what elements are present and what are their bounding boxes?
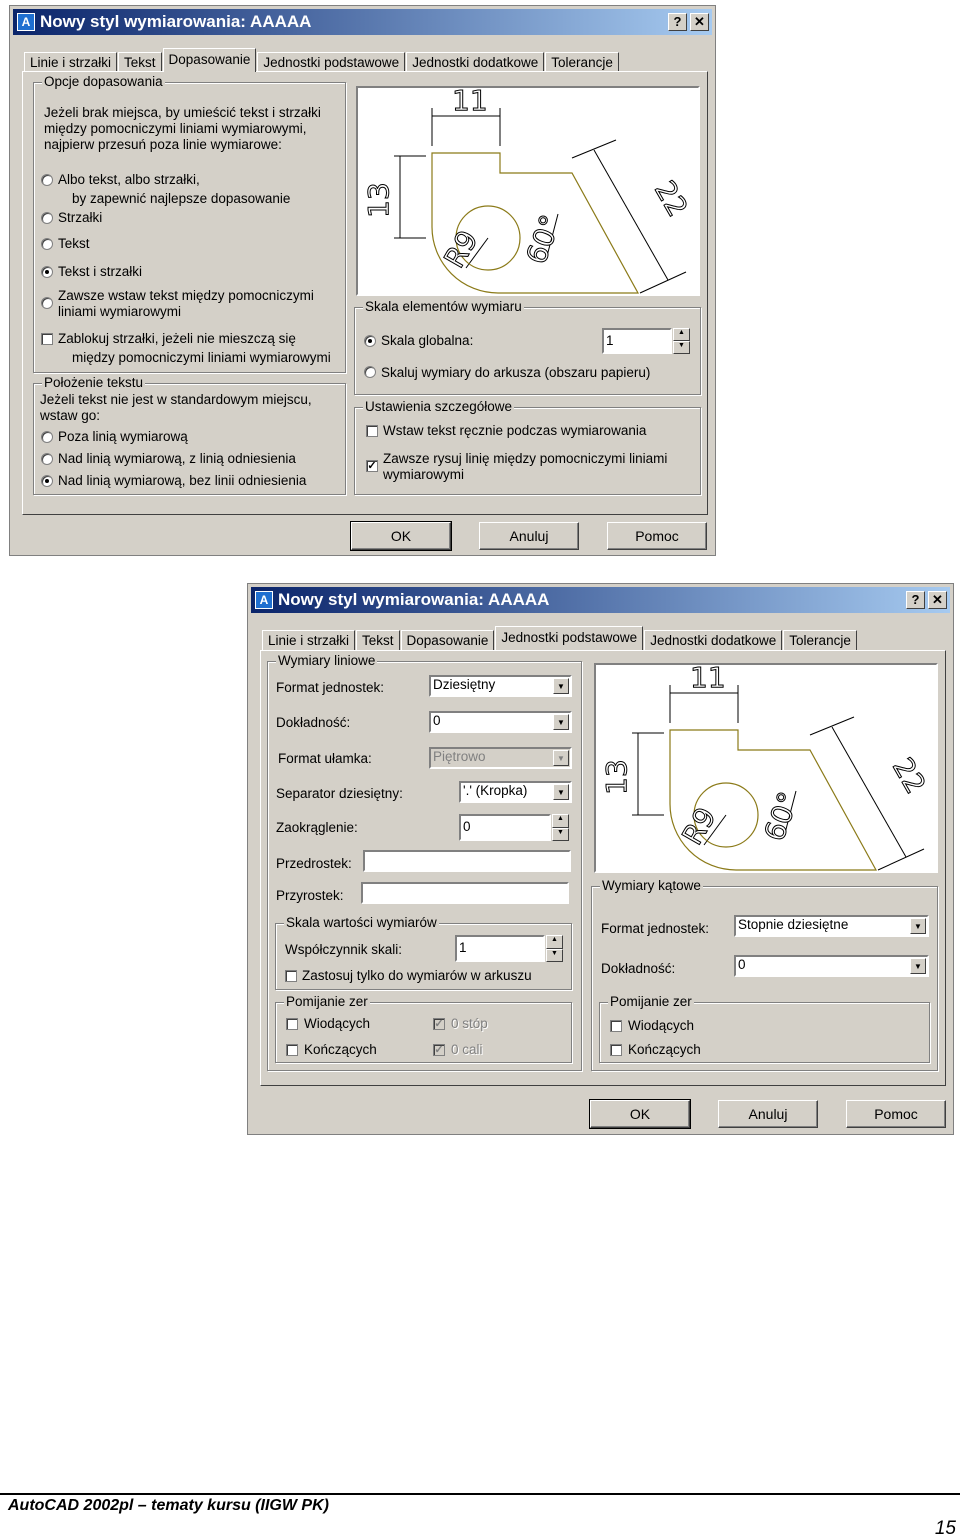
label: Strzałki [58,210,103,225]
preview-image [594,663,938,873]
chevron-down-icon[interactable]: ▼ [553,678,569,694]
scale-factor-spinner[interactable]: ▲ ▼ [546,935,563,962]
check-always-draw-dimline[interactable]: ✓ [367,460,377,472]
label: Zablokuj strzałki, jeżeli nie mieszczą się [58,331,296,346]
label: Współczynnik skali: [285,942,403,957]
group-label: Pomijanie zer [610,994,692,1009]
check-suppress-arrows[interactable] [41,333,53,345]
title-bar[interactable] [13,9,712,35]
close-button[interactable]: ✕ [928,591,947,609]
precision-value: 0 [433,713,441,728]
prefix-input[interactable] [363,850,571,872]
label: Separator dziesiętny: [276,786,403,801]
label: Wiodących [304,1016,371,1031]
check-inches: ✓ [434,1044,444,1056]
footer-divider [0,1493,960,1495]
label: Skala globalna: [381,333,474,348]
global-scale-spinner[interactable]: ▲ ▼ [673,328,690,354]
dim-22: 22 [885,752,933,800]
radio-text-or-arrows[interactable] [41,174,53,186]
dim-r9: R9 [437,224,485,274]
close-button[interactable]: ✕ [690,13,709,31]
label: Tekst i strzałki [58,264,143,279]
dialog-dopasowanie [9,5,716,556]
label: Format ułamka: [278,751,372,766]
window-title: Nowy styl wymiarowania: AAAAA [40,12,312,31]
group-label: Skala elementów wymiaru [365,299,522,314]
dimension-preview-drawing [596,665,936,871]
tab-primary-units[interactable]: Jednostki podstawowe [495,626,643,650]
fraction-value: Piętrowo [433,749,486,764]
label: Dokładność: [601,961,676,976]
dim-11: 11 [690,665,726,694]
precision-select[interactable] [429,711,572,733]
dimension-preview-drawing [358,88,698,294]
separator-value: '.' (Kropka) [463,783,528,798]
check-layout-only[interactable] [285,970,297,982]
radio-over-with-leader[interactable] [41,453,53,465]
radio-beside-dimline[interactable] [41,431,53,443]
angular-precision-select[interactable] [734,955,929,977]
tab-fit[interactable]: Dopasowanie [163,48,257,72]
check-trailing[interactable] [286,1044,298,1056]
tab-alternate-units[interactable]: Jednostki dodatkowe [406,52,544,72]
check-feet: ✓ [434,1018,444,1030]
check-angular-trailing[interactable] [610,1044,622,1056]
tab-fit[interactable]: Dopasowanie [401,630,495,650]
window-title: Nowy styl wymiarowania: AAAAA [278,590,550,609]
fit-desc-3: najpierw przesuń poza linie wymiarowe: [44,137,282,152]
dialog-jednostki-podstawowe [247,583,954,1135]
group-label: Ustawienia szczegółowe [365,399,513,414]
dim-60: 60° [757,787,806,846]
label: Format jednostek: [601,921,710,936]
page-number: 15 [934,1518,956,1538]
fit-desc-1: Jeżeli brak miejsca, by umieścić tekst i strzałki [44,105,321,120]
check-angular-leading[interactable] [610,1020,622,1032]
chevron-down-icon[interactable]: ▼ [553,784,569,800]
chevron-down-icon: ▼ [553,750,569,766]
unit-format-value: Dziesiętny [433,677,496,692]
label: liniami wymiarowymi [58,304,182,319]
angular-precision-value: 0 [738,957,746,972]
label: Skaluj wymiary do arkusza (obszaru papieru) [381,365,651,380]
unit-format-select[interactable] [429,675,572,697]
global-scale-input[interactable]: 1 [602,328,672,354]
label: Przedrostek: [276,856,352,871]
dim-r9: R9 [675,801,723,851]
help-button-bottom[interactable]: Pomoc [846,1100,946,1128]
label: 0 cali [451,1042,483,1057]
app-icon: A [255,591,273,609]
label: Zawsze rysuj linię między pomocniczymi liniami [383,451,668,466]
tab-text[interactable]: Tekst [118,52,162,72]
help-button[interactable]: ? [668,13,687,31]
help-button-bottom[interactable]: Pomoc [607,522,707,550]
dim-22: 22 [647,175,695,223]
dim-13: 13 [600,759,633,795]
cancel-button[interactable]: Anuluj [718,1100,818,1128]
ok-button[interactable]: OK [351,522,451,550]
chevron-down-icon[interactable]: ▼ [910,918,926,934]
radio-scale-to-layout[interactable] [364,366,376,378]
radio-text-and-arrows[interactable] [41,266,53,278]
textpos-desc-2: wstaw go: [40,408,101,423]
suffix-input[interactable] [361,882,569,904]
label: między pomocniczymi liniami wymiarowymi [72,350,331,365]
dim-11: 11 [452,88,488,117]
label: Zastosuj tylko do wymiarów w arkuszu [302,968,532,983]
label: Tekst [58,236,90,251]
tab-tolerances[interactable]: Tolerancje [783,630,857,650]
label: Albo tekst, albo strzałki, [58,172,200,187]
tab-lines-arrows[interactable]: Linie i strzałki [262,630,355,650]
group-label: Pomijanie zer [286,994,368,1009]
roundoff-spinner[interactable]: ▲ ▼ [552,814,569,841]
radio-always-between[interactable] [41,297,53,309]
tab-alternate-units[interactable]: Jednostki dodatkowe [644,630,782,650]
radio-global-scale[interactable] [364,335,376,347]
tab-text[interactable]: Tekst [356,630,400,650]
label: Nad linią wymiarową, bez linii odniesienia [58,473,307,488]
group-label: Skala wartości wymiarów [286,915,437,930]
help-button[interactable]: ? [906,591,925,609]
check-place-text-manually[interactable] [366,425,378,437]
tab-lines-arrows[interactable]: Linie i strzałki [24,52,117,72]
radio-over-without-leader[interactable] [41,475,53,487]
ok-button[interactable]: OK [590,1100,690,1128]
dim-13: 13 [362,182,395,218]
group-label: Wymiary liniowe [278,653,376,668]
scale-factor-input[interactable]: 1 [455,935,545,962]
tab-tolerances[interactable]: Tolerancje [545,52,619,72]
cancel-button[interactable]: Anuluj [479,522,579,550]
label: Zaokrąglenie: [276,820,358,835]
fit-desc-2: między pomocniczymi liniami wymiarowymi, [44,121,307,136]
label: Format jednostek: [276,680,385,695]
group-label: Wymiary kątowe [602,878,701,893]
radio-arrows[interactable] [41,212,53,224]
textpos-desc-1: Jeżeli tekst nie jest w standardowym miejscu, [40,392,312,407]
label: Wiodących [628,1018,695,1033]
angular-format-value: Stopnie dziesiętne [738,917,849,932]
angular-format-select[interactable] [734,915,929,937]
label: Zawsze wstaw tekst między pomocniczymi [58,288,314,303]
roundoff-input[interactable]: 0 [459,814,551,841]
dim-60: 60° [519,210,568,269]
decimal-separator-select[interactable] [459,781,572,803]
fraction-format-select [429,747,572,769]
radio-text[interactable] [41,238,53,250]
preview-image [356,86,700,296]
footer-text: AutoCAD 2002pl – tematy kursu (IIGW PK) [8,1497,329,1514]
label: Przyrostek: [276,888,344,903]
check-leading[interactable] [286,1018,298,1030]
label: Kończących [628,1042,701,1057]
label: Nad linią wymiarową, z linią odniesienia [58,451,296,466]
chevron-down-icon[interactable]: ▼ [910,958,926,974]
label: by zapewnić najlepsze dopasowanie [72,191,291,206]
label: 0 stóp [451,1016,488,1031]
title-bar[interactable] [251,587,950,613]
group-label: Opcje dopasowania [44,74,163,89]
chevron-down-icon[interactable]: ▼ [553,714,569,730]
group-label: Położenie tekstu [44,375,144,390]
label: Kończących [304,1042,377,1057]
label: Wstaw tekst ręcznie podczas wymiarowania [383,423,647,438]
app-icon: A [17,13,35,31]
label: Dokładność: [276,715,351,730]
tab-primary-units[interactable]: Jednostki podstawowe [257,52,405,72]
label: Poza linią wymiarową [58,429,188,444]
label: wymiarowymi [383,467,464,482]
